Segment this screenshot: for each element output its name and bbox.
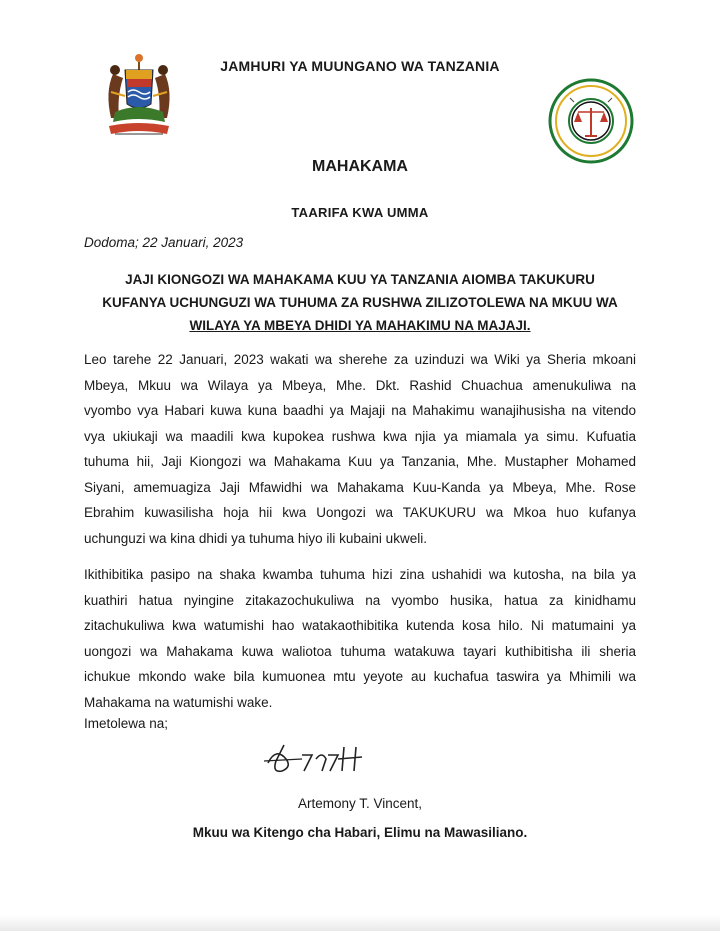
page-bottom-shadow <box>0 915 720 931</box>
paragraph-line: uchunguzi wa kina dhidi ya tuhuma hiyo ili kubaini ukweli. <box>84 530 427 546</box>
body-paragraph-1 <box>84 347 636 551</box>
paragraph-line: uongozi wa Mahakama kuwa waliotoa tuhuma watakuwa tayari kuthibitisha ili sheria <box>84 643 636 659</box>
paragraph-line: Ebrahim kuwasilisha hoja hii kwa Uongozi wa TAKUKURU wa Mkoa huo kufanya <box>84 505 636 520</box>
body-paragraph-2 <box>84 562 636 715</box>
republic-title: JAMHURI YA MUUNGANO WA TANZANIA <box>220 58 500 74</box>
paragraph-line: kuathiri hatua nyingine zitakazochukuliwa na vyombo husika, hatua za kinidhamu <box>84 592 636 608</box>
paragraph-line: vyombo vya Habari kuwa kuna baadhi ya Majaji na Mahakimu wanajihusisha na vitendo <box>84 403 636 418</box>
institution-name: MAHAKAMA <box>312 158 408 175</box>
dateline: Dodoma; 22 Januari, 2023 <box>84 235 244 250</box>
paragraph-line: Leo tarehe 22 Januari, 2023 wakati wa sherehe za uzinduzi wa Wiki ya Sheria mkoani <box>84 352 636 367</box>
signatory-name: Artemony T. Vincent, <box>297 796 423 811</box>
paragraph-line: ichukue mkondo wake bila kumuonea mtu yeyote au kuchafua taswira ya Mhimili wa <box>84 669 636 684</box>
paragraph-line: vya ukiukaji wa maadili kwa kupokea rushwa kwa njia ya miamala ya simu. Kufuatia <box>84 428 636 444</box>
judiciary-of-tanzania-logo <box>548 78 634 164</box>
headline-line: WILAYA YA MBEYA DHIDI YA MAHAKIMU NA MAJAJI. <box>189 318 531 333</box>
paragraph-line: tuhuma hii, Jaji Kiongozi wa Mahakama Kuu ya Tanzania, Mhe. Mustapher Mohamed <box>84 454 636 469</box>
headline <box>84 268 636 337</box>
signatory-title: Mkuu wa Kitengo cha Habari, Elimu na Mawasiliano. <box>192 825 528 840</box>
handwritten-signature <box>262 737 374 779</box>
issued-by-label: Imetolewa na; <box>84 716 169 731</box>
paragraph-line: Ikithibitika pasipo na shaka kwamba tuhuma hizi zina ushahidi wa kutosha, na bila ya <box>84 567 636 582</box>
paragraph-line: Mbeya, Mkuu wa Wilaya ya Mbeya, Mhe. Dkt. Rashid Chuachua amenukuliwa na <box>84 377 636 393</box>
headline-line: KUFANYA UCHUNGUZI WA TUHUMA ZA RUSHWA ZILIZOTOLEWA NA MKUU WA <box>102 295 618 310</box>
paragraph-line: Mahakama na watumishi wake. <box>84 694 273 710</box>
paragraph-line: zitachukuliwa kwa watumishi hao watakaothibitika kutenda kosa hilo. Ni matumaini ya <box>84 618 636 633</box>
notice-type-heading: TAARIFA KWA UMMA <box>291 205 429 220</box>
headline-line: JAJI KIONGOZI WA MAHAKAMA KUU YA TANZANIA AIOMBA TAKUKURU <box>125 272 595 287</box>
paragraph-line: Siyani, amemuagiza Jaji Mfawidhi wa Mahakama Kuu-Kanda ya Mbeya, Mhe. Rose <box>84 479 636 495</box>
